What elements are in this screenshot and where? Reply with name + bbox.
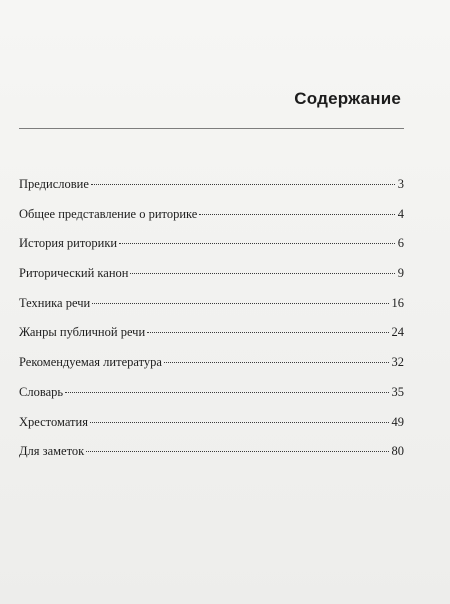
- toc-entry-page: 24: [391, 325, 404, 340]
- toc-entry-title: История риторики: [19, 236, 118, 251]
- toc-entry-title: Словарь: [19, 384, 64, 399]
- toc-entry-literature[interactable]: [19, 355, 404, 385]
- heading-divider: [19, 128, 404, 129]
- toc-entry-page: 3: [397, 177, 404, 191]
- toc-entry-page: 6: [397, 236, 404, 251]
- toc-entry-page: 16: [391, 295, 404, 310]
- toc-entry-title: Техника речи: [19, 295, 91, 310]
- dot-leader: [164, 362, 389, 363]
- toc-entry-page: 49: [391, 414, 404, 429]
- dot-leader: [199, 214, 394, 215]
- page-title: Содержание: [294, 89, 401, 108]
- toc-entry-title: Общее представление о риторике: [19, 206, 198, 221]
- toc-entry-preface[interactable]: [19, 177, 404, 207]
- table-of-contents: [19, 177, 404, 474]
- toc-entry-title: Хрестоматия: [19, 414, 88, 429]
- toc-entry-title: Для заметок: [19, 444, 85, 459]
- dot-leader: [91, 184, 395, 185]
- toc-entry-page: 4: [397, 206, 404, 221]
- dot-leader: [130, 273, 394, 274]
- dot-leader: [92, 303, 388, 304]
- dot-leader: [86, 451, 388, 452]
- dot-leader: [65, 392, 388, 393]
- dot-leader: [119, 243, 395, 244]
- toc-entry-genres[interactable]: [19, 325, 404, 355]
- toc-entry-page: 35: [391, 384, 404, 399]
- toc-entry-dictionary[interactable]: [19, 385, 404, 415]
- toc-entry-page: 80: [391, 444, 404, 459]
- toc-entry-title: Жанры публичной речи: [19, 325, 146, 340]
- toc-entry-canon[interactable]: [19, 266, 404, 296]
- toc-entry-title: Риторический канон: [19, 266, 129, 281]
- dot-leader: [147, 332, 388, 333]
- dot-leader: [90, 422, 389, 423]
- toc-entry-page: 32: [391, 355, 404, 370]
- toc-entry-overview[interactable]: [19, 207, 404, 237]
- toc-entry-speech-technique[interactable]: [19, 296, 404, 326]
- toc-entry-history[interactable]: [19, 236, 404, 266]
- toc-entry-page: 9: [397, 266, 404, 281]
- toc-entry-title: Предисловие: [19, 177, 89, 191]
- toc-entry-title: Рекомендуемая литература: [19, 355, 162, 370]
- toc-entry-notes[interactable]: [19, 444, 404, 474]
- toc-entry-reader[interactable]: [19, 415, 404, 445]
